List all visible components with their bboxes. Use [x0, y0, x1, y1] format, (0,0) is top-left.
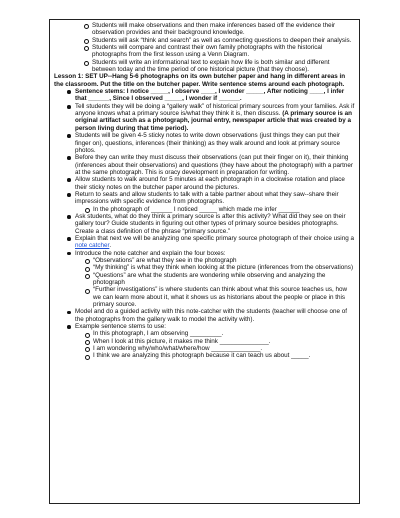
return-to-seats-text: Return to seats and allow students to talk with a table partner about what they saw--share their impressions with specific evidence from photographs.: [75, 190, 339, 206]
return-sentence-stem: In the photograph of ______ I noticed _____ which made me infer ______: [85, 206, 355, 213]
gallery-walk-item: [66, 103, 355, 132]
lesson-heading: Lesson 1: SET UP--Hang 5-6 photographs on its own butcher paper and hang in different areas in the classroom. Put the title on the butcher paper. Write sentence stems around each photograph.: [54, 73, 346, 88]
sentence-stems-item: Sentence stems: I notice _____, I observe ____, I wonder _____, After noticing ____, I infer that ______, Since I observed _____, I wonder if ______.: [66, 88, 355, 103]
box-my-thinking: “My thinking” is what they think when looking at the picture (inferences from the observations): [85, 264, 355, 271]
box-further-investigations: “Further investigations” is where students can think about what this source teaches us, how we can learn more about it, what it shows us as historians about the people or place in this primary source.: [85, 286, 355, 308]
example-stem: I think we are analyzing this photograph because it can teach us about _____.: [85, 352, 355, 359]
four-boxes-list: [75, 257, 355, 308]
lesson-steps-list: [54, 88, 355, 360]
objectives-list: [54, 22, 355, 73]
objective-item: Students will make observations and then make inferences based off the evidence their observation provides and their background knowledge.: [84, 22, 355, 37]
example-stem: I am wondering why/who/what/where/how ______________.: [85, 345, 355, 352]
example-stems-item: [66, 323, 355, 360]
introduce-text: Introduce the note catcher and explain the four boxes:: [75, 249, 226, 257]
model-activity-item: Model and do a guided activity with this note-catcher with the students (teacher will choose one of the photographs from the gallery walk to model the activity with).: [66, 308, 355, 323]
example-stems-label: Example sentence stems to use:: [75, 323, 167, 331]
lesson-plan-table-cell: [49, 19, 360, 504]
note-catcher-link[interactable]: note catcher: [75, 242, 110, 250]
explain-next-text: Explain that next we will be analyzing one specific primary source photograph of their choice using a: [75, 234, 354, 242]
objective-item: Students will compare and contrast their own family photographs with the historical photographs from the first lesson using a Venn Diagram.: [84, 44, 355, 59]
example-stem: When I look at this picture, it makes me think ______________.: [85, 338, 355, 345]
sticky-notes-item: Students will be given 4-5 sticky notes to write down observations (just things they can put their finger on), questions, inferences (their thinking) as they walk around and look at primary source photos.: [66, 132, 355, 154]
example-stem: In this photograph, I am observing _________.: [85, 330, 355, 337]
objective-item: Students will ask “think and search” as well as connecting questions to deepen their analysis.: [84, 37, 355, 44]
introduce-note-catcher-item: [66, 250, 355, 309]
ask-students-item: Ask students, what do they think a primary source is after this activity? What did they see on their gallery tour? Guide students in figuring out other types of primary source besides photographs. Create a class definition of the phrase “primary source.”: [66, 213, 355, 235]
rotation-item: Allow students to walk around for 5 minutes at each photograph in a clockwise rotation and place their sticky notes on the butcher paper around the pictures.: [66, 176, 355, 191]
return-sub-list: [75, 206, 355, 213]
example-stems-list: [75, 330, 355, 359]
box-questions: “Questions” are what the students are wondering while observing and analyzing the photograph: [85, 272, 355, 287]
return-to-seats-item: [66, 191, 355, 213]
primary-source-definition: (A primary source is an original artifact such as a photograph, journal entry, newspaper article that was created by a person living during that time period).: [75, 110, 352, 132]
objective-item: Students will write an informational text to explain how life is both similar and different between today and the time period of one historical picture (that they choose).: [84, 59, 355, 74]
explain-next-item: Explain that next we will be analyzing one specific primary source photograph of their choice using a note catcher.: [66, 235, 355, 250]
gallery-walk-text: Tell students they will be doing a “gallery walk” of historical primary sources from your families. Ask if anyone knows what a primary source is/what they think it is, then discuss.: [75, 102, 355, 118]
discuss-before-writing-item: Before they can write they must discuss their observations (can put their finger on it), their thinking (inferences about their observations) and questions (they have about the photograph) with a partner at the same photograph. This is oracy development in preparation for writing.: [66, 154, 355, 176]
box-observations: “Observations” are what they see in the photograph: [85, 257, 355, 264]
